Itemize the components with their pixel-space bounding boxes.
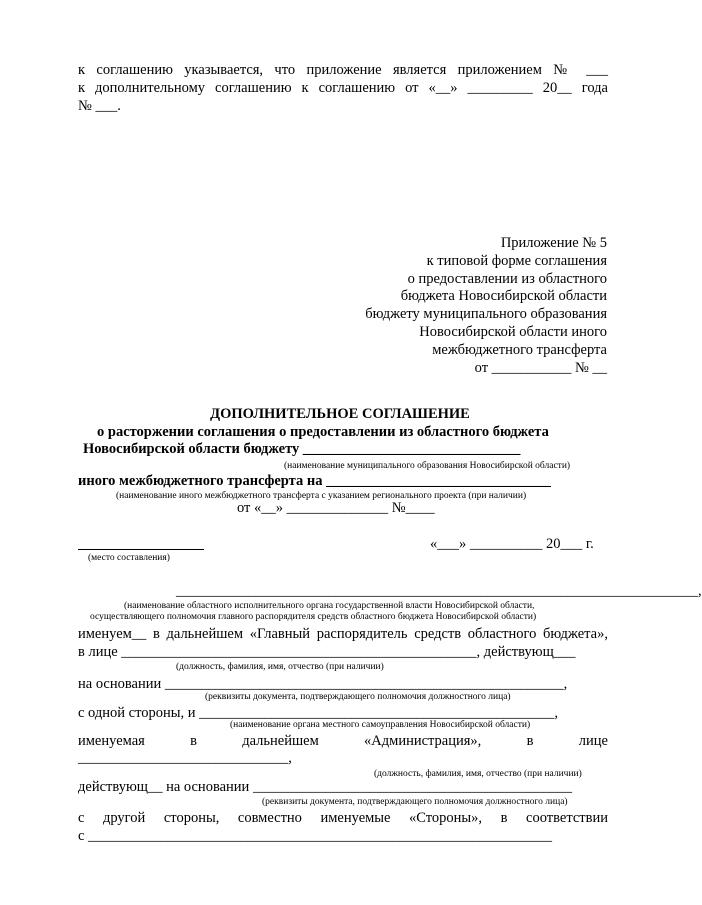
appendix-header-line: межбюджетного трансферта <box>432 341 607 358</box>
admin-line <box>78 733 608 750</box>
other-side-word: совместно <box>237 810 302 826</box>
appendix-header-line: Новосибирской области иного <box>419 323 607 340</box>
admin-word: «Администрация», <box>364 733 482 749</box>
executive-body-line: ________________________________________________________________________, <box>176 583 702 599</box>
agreement-date-number: от «__» ______________ №____ <box>237 500 435 516</box>
appendix-header-line: от ___________ № __ <box>474 359 607 376</box>
appendix-header-line: бюджета Новосибирской области <box>400 288 607 305</box>
admin-word: в <box>190 733 197 749</box>
other-side-word: «Стороны», <box>409 810 483 826</box>
other-side-line <box>78 810 608 827</box>
appendix-header <box>365 235 607 377</box>
hint-person: (должность, фамилия, имя, отчество (при наличии) <box>176 662 384 672</box>
other-side-word: стороны, <box>163 810 220 826</box>
person-line: в лице _________________________________________________, действующ___ <box>78 644 576 660</box>
hint-place: (место составления) <box>88 553 170 563</box>
title-subline-1: о расторжении соглашения о предоставлении из областного бюджета <box>97 424 549 440</box>
admin-word: в <box>526 733 534 749</box>
appendix-header-line: к типовой форме соглашения <box>426 252 607 269</box>
other-side-word: с <box>78 810 85 826</box>
appendix-header-line: бюджету муниципального образования <box>365 306 607 323</box>
appendix-header-line: Приложение № 5 <box>500 235 607 251</box>
hint-executive-1: (наименование областного исполнительного органа государственной власти Новосибирской области, <box>124 601 535 611</box>
hint-person-2: (должность, фамилия, имя, отчество (при наличии) <box>374 769 582 779</box>
hint-executive-2: осуществляющего полномочия главного распорядителя средств областного бюджета Новосибирской области) <box>90 612 537 622</box>
other-side-word: соответствии <box>526 810 608 826</box>
admin-word: дальнейшем <box>242 733 319 749</box>
hint-basis: (реквизиты документа, подтверждающего полномочия должностного лица) <box>205 692 511 702</box>
hint-transfer: (наименование иного межбюджетного трансферта с указанием регионального проекта (при наличии) <box>116 491 527 501</box>
admin-line-tail: _____________________________, <box>78 750 292 766</box>
appendix-header-line: о предоставлении из областного <box>407 270 607 287</box>
one-side-line: с одной стороны, и _________________________________________________, <box>78 705 559 721</box>
hint-municipality: (наименование муниципального образования Новосибирской области) <box>284 461 571 471</box>
hint-local-authority: (наименование органа местного самоуправления Новосибирской области) <box>230 720 531 730</box>
title-subline-3: иного межбюджетного трансферта на _______________________________ <box>78 473 551 489</box>
last-line: с ________________________________________________________________ <box>78 828 553 844</box>
admin-word: именуемая <box>78 733 145 749</box>
intro-line-1: к соглашению указывается, что приложение является приложением № ___ <box>78 62 608 78</box>
basis-line: на основании _______________________________________________________, <box>78 676 568 692</box>
basis-line-2: действующ__ на основании ____________________________________________ <box>78 779 572 795</box>
hint-basis-2: (реквизиты документа, подтверждающего полномочия должностного лица) <box>262 797 568 807</box>
named-line: именуем__ в дальнейшем «Главный распорядитель средств областного бюджета», <box>78 626 608 642</box>
admin-word: лице <box>578 733 608 749</box>
intro-line-3: № ___. <box>78 98 121 114</box>
other-side-word: именуемые <box>320 810 391 826</box>
other-side-word: в <box>500 810 508 826</box>
place-underline <box>78 549 204 550</box>
document-title: ДОПОЛНИТЕЛЬНОЕ СОГЛАШЕНИЕ <box>210 406 470 422</box>
other-side-word: другой <box>103 810 146 826</box>
title-subline-2: Новосибирской области бюджету ______________________________ <box>83 441 521 457</box>
date-line: «___» __________ 20___ г. <box>430 536 594 552</box>
intro-line-2: к дополнительному соглашению к соглашению от «__» _________ 20__ года <box>78 80 608 96</box>
